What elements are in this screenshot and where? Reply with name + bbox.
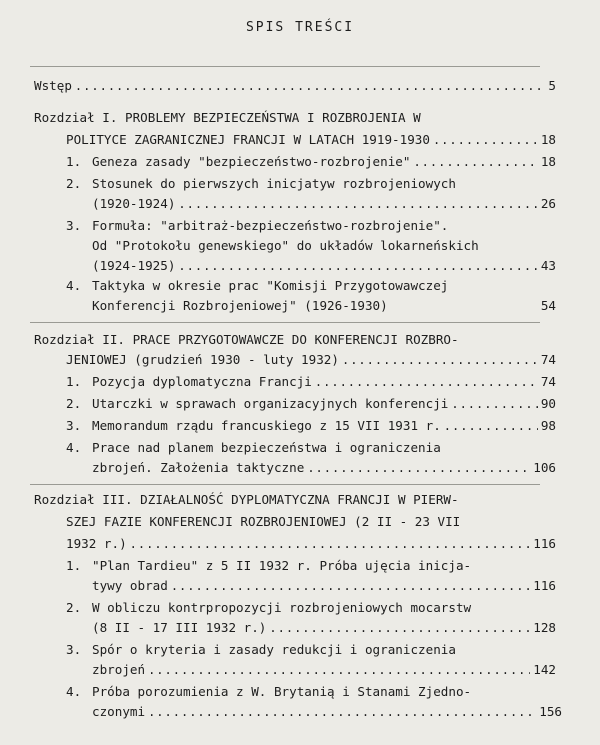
chapter-1-section-3-line-2: Od "Protokołu genewskiego" do układów lokarneńskich [92,238,479,253]
leader-dots [171,576,530,596]
page-number: 128 [533,620,556,635]
separator-line [30,322,540,323]
chapter-1-section-4-line-2: Konferencji Rozbrojeniowej" (1926-1930) 54 [92,296,556,316]
chapter-1-section-3-line-1: 3. Formuła: "arbitraż-bezpieczeństwo-rozbrojenie". [66,218,449,233]
leader-dots [433,130,538,150]
leader-dots [75,76,545,96]
chapter-1-title-line-2: POLITYCE ZAGRANICZNEJ FRANCJI W LATACH 1919-1930 ..... 18 [66,130,556,150]
chapter-1-section-1: 1. Geneza zasady "bezpieczeństwo-rozbrojenie" ..... 18 [66,152,556,172]
chapter-3-title-line-1: Rozdział III. DZIAŁALNOŚĆ DYPLOMATYCZNA FRANCJI W PIERW- [34,492,459,507]
leader-dots [451,394,537,414]
chapter-2-section-4-line-1: 4. Prace nad planem bezpieczeństwa i ograniczenia [66,440,441,455]
page-number: 5 [548,78,556,93]
chapter-1-section-2-line-1: 2. Stosunek do pierwszych inicjatyw rozbrojeniowych [66,176,456,191]
page-number: 98 [540,418,556,433]
page-number: 54 [540,298,556,313]
chapter-2-section-2: 2. Utarczki w sprawach organizacyjnych konferencji ..... 90 [66,394,556,414]
page-number: 74 [540,352,556,367]
toc-entry-wstep: Wstęp ..... 5 [34,76,556,96]
chapter-3-title-line-3: 1932 r.) ..... 116 [66,534,556,554]
chapter-3-section-1-line-2: tywy obrad ..... 116 [92,576,556,596]
chapter-2-title-line-2: JENIOWEJ (grudzień 1930 - luty 1932) ..... 74 [66,350,556,370]
page-number: 74 [540,374,556,389]
page-number: 90 [540,396,556,411]
chapter-3-section-2-line-1: 2. W obliczu kontrpropozycji rozbrojeniowych mocarstw [66,600,472,615]
leader-dots [148,702,536,722]
chapter-1-section-4-line-1: 4. Taktyka w okresie prac "Komisji Przygotowawczej [66,278,449,293]
leader-dots [315,372,538,392]
chapter-3-title-line-2: SZEJ FAZIE KONFERENCJI ROZBROJENIOWEJ (2 II - 23 VII [66,514,461,529]
page-number: 116 [533,536,556,551]
page-number: 43 [540,258,556,273]
separator-line [30,484,540,485]
page-number: 116 [533,578,556,593]
page-number: 106 [533,460,556,475]
leader-dots [269,618,530,638]
separator-line [30,66,540,67]
leader-dots [342,350,538,370]
chapter-2-title-line-1: Rozdział II. PRACE PRZYGOTOWAWCZE DO KONFERENCJI ROZBRO- [34,332,459,347]
leader-dots [148,660,530,680]
chapter-2-section-4-line-2: zbrojeń. Założenia taktyczne ..... 106 [92,458,556,478]
page-number: 26 [540,196,556,211]
chapter-1-section-3-line-3: (1924-1925) ..... 43 [92,256,556,276]
chapter-3-section-3-line-1: 3. Spór o kryteria i zasady redukcji i ograniczenia [66,642,456,657]
leader-dots [413,152,537,172]
chapter-1-title-line-1: Rozdział I. PROBLEMY BEZPIECZEŃSTWA I ROZBROJENIA W [34,110,421,125]
leader-dots [178,256,537,276]
chapter-3-section-4-line-1: 4. Próba porozumienia z W. Brytanią i Stanami Zjedno- [66,684,472,699]
chapter-3-section-1-line-1: 1. "Plan Tardieu" z 5 II 1932 r. Próba ujęcia inicja- [66,558,472,573]
page-number: 18 [540,132,556,147]
chapter-3-section-2-line-2: (8 II - 17 III 1932 r.) ..... 128 [92,618,556,638]
chapter-3-section-4-line-2: czonymi ..... 156 [92,702,562,722]
page-title: SPIS TREŚCI [245,20,355,35]
page-number: 18 [540,154,556,169]
leader-dots [444,416,538,436]
chapter-3-section-3-line-2: zbrojeń ..... 142 [92,660,556,680]
chapter-2-section-3: 3. Memorandum rządu francuskiego z 15 VII 1931 r. ..... 98 [66,416,556,436]
leader-dots [307,458,530,478]
leader-dots [130,534,531,554]
chapter-2-section-1: 1. Pozycja dyplomatyczna Francji ..... 74 [66,372,556,392]
page-number: 142 [533,662,556,677]
chapter-1-section-2-line-2: (1920-1924) ..... 26 [92,194,556,214]
leader-dots [178,194,537,214]
page-number: 156 [539,704,562,719]
